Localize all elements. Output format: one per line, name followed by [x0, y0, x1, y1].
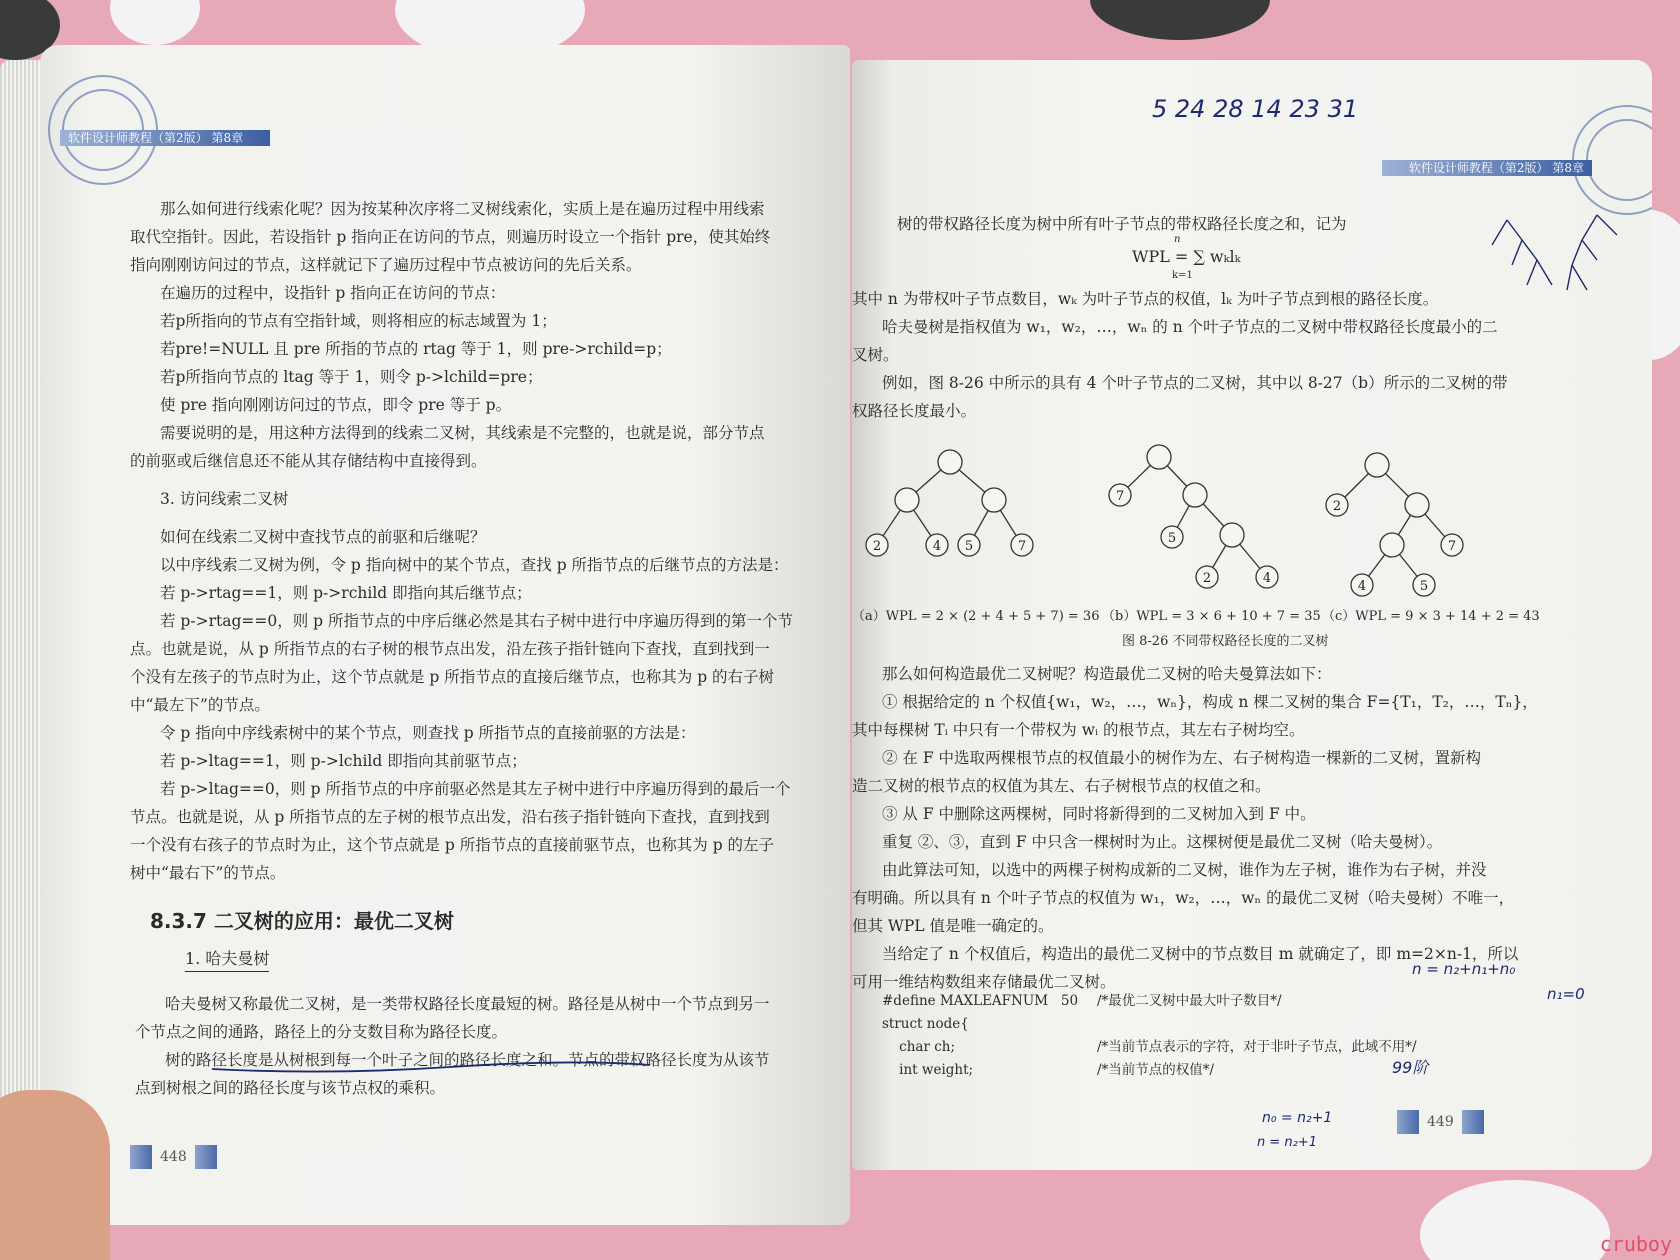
paragraph-line: 树的带权路径长度为树中所有叶子节点的带权路径长度之和，记为: [897, 215, 1347, 233]
paragraph-line: 令 p 指向中序线索树中的某个节点，则查找 p 所指节点的直接前驱的方法是：: [160, 724, 696, 742]
formula-lower: k=1: [1172, 270, 1193, 281]
handwritten-underline: [210, 1045, 660, 1085]
paragraph-line: ② 在 F 中选取两棵根节点的权值最小的树作为左、右子树构造一棵新的二叉树，置新构: [882, 749, 1482, 767]
page-number: 449: [1427, 1114, 1454, 1130]
code-line: [882, 1013, 1417, 1036]
page-number-decoration: [195, 1145, 217, 1169]
page-number-decoration: [1462, 1110, 1484, 1134]
leaf-label: 7: [1447, 539, 1457, 554]
paragraph-line: 那么如何进行线索化呢？因为按某种次序将二叉树线索化，实质上是在遍历过程中用线索: [160, 200, 765, 218]
paragraph-line: 叉树。: [852, 346, 899, 364]
caption-b: （b）WPL = 3 × 6 + 10 + 7 = 35: [1102, 609, 1321, 624]
leaf-label: 4: [1262, 571, 1272, 586]
chapter-label: 第8章: [1552, 161, 1584, 175]
left-body-text: [130, 195, 793, 887]
paragraph-line: 若 p->rtag==0，则 p 所指节点的中序后继必然是其右子树中进行中序遍历得到的第一个节: [160, 612, 793, 630]
leaf-label: 5: [1167, 531, 1177, 546]
leaf-label: 4: [1357, 579, 1367, 594]
paragraph-line: 中“最左下”的节点。: [130, 696, 270, 714]
background-dot: [1420, 1180, 1610, 1260]
page-number: 448: [160, 1149, 187, 1165]
chapter-label: 第8章: [211, 131, 244, 145]
leaf-label: 2: [872, 539, 882, 554]
right-body-text-c: [852, 660, 1538, 996]
book-title: 软件设计师教程（第2版）: [1408, 161, 1549, 175]
paragraph-line: 取代空指针。因此，若设指针 p 指向正在访问的节点，则遍历时设立一个指针 pre，使其始终: [130, 228, 771, 246]
paragraph-line: 可用一维结构数组来存储最优二叉树。: [852, 973, 1116, 991]
paragraph-line: 个没有左孩子的节点时为止，这个节点就是 p 所指节点的直接后继节点，也称其为 p 的右子树: [130, 668, 775, 686]
handwritten-note: n = n₂+n₁+n₀: [1412, 960, 1516, 978]
leaf-label: 7: [1017, 539, 1027, 554]
handwritten-note: n₀ = n₂+1: [1262, 1110, 1333, 1126]
code-comment: /*当前节点表示的字符，对于非叶子节点，此域不用*/: [1097, 1039, 1417, 1055]
paragraph-line: 树中“最右下”的节点。: [130, 864, 286, 882]
paragraph-line: 哈夫曼树是指权值为 w₁，w₂，…，wₙ 的 n 个叶子节点的二叉树中带权路径长度最小的二: [882, 318, 1498, 336]
wpl-formula: [1132, 234, 1241, 281]
code-text: int weight;: [882, 1062, 974, 1078]
paragraph-line: 若p所指向的节点有空指针域，则将相应的标志域置为 1；: [160, 312, 557, 330]
figure-8-26-trees: [862, 440, 1522, 620]
paragraph-line: 例如，图 8-26 中所示的具有 4 个叶子节点的二叉树，其中以 8-27（b）所示的二叉树的带: [882, 374, 1508, 392]
left-page: [40, 45, 850, 1225]
paragraph-line: 但其 WPL 值是唯一确定的。: [852, 917, 1054, 935]
paragraph-line: 树的路径长度是从树根到每一个叶子之间的路径长度之和。节点的带权路径长度为从该节: [165, 1051, 770, 1069]
paragraph-line: 点到树根之间的路径长度与该节点权的乘积。: [135, 1079, 446, 1097]
paragraph-line: 若pre!=NULL 且 pre 所指的节点的 rtag 等于 1，则 pre->rchild=p；: [160, 340, 672, 358]
code-text: char ch;: [882, 1039, 956, 1055]
paragraph-line: 使 pre 指向刚刚访问过的节点，即令 pre 等于 p。: [160, 396, 512, 414]
leaf-label: 4: [932, 539, 942, 554]
caption-a: （a）WPL = 2 × (2 + 4 + 5 + 7) = 36: [852, 609, 1100, 624]
code-comment: /*当前节点的权值*/: [1097, 1062, 1215, 1078]
code-line: [882, 1059, 1417, 1082]
watermark: cruboy: [1599, 1232, 1672, 1256]
caption-c: （c）WPL = 9 × 3 + 14 + 2 = 43: [1322, 609, 1540, 624]
handwritten-numbers: 5 24 28 14 23 31: [1152, 95, 1359, 123]
paragraph-line: ① 根据给定的 n 个权值{w₁，w₂，…，wₙ}，构成 n 棵二叉树的集合 F={T₁，T₂，…，Tₙ}，: [882, 693, 1538, 711]
formula-upper: n: [1174, 234, 1181, 245]
background-dot: [110, 0, 200, 45]
figure-title: 图 8-26 不同带权路径长度的二叉树: [1122, 634, 1329, 649]
paragraph-line: 当给定了 n 个权值后，构造出的最优二叉树中的节点数目 m 就确定了，即 m=2×n-1，所以: [882, 945, 1519, 963]
paragraph-line: 以中序线索二叉树为例，令 p 指向树中的某个节点，查找 p 所指节点的后继节点的方法是：: [160, 556, 789, 574]
paragraph-line: 哈夫曼树又称最优二叉树，是一类带权路径长度最短的树。路径是从树中一个节点到另一: [165, 995, 770, 1013]
paragraph-line: 重复 ②、③，直到 F 中只含一棵树时为止。这棵树便是最优二叉树（哈夫曼树）。: [882, 833, 1443, 851]
book-title: 软件设计师教程（第2版）: [68, 131, 208, 145]
code-line: [882, 990, 1417, 1013]
paragraph-line: 其中每棵树 Tᵢ 中只有一个带权为 wᵢ 的根节点，其左右子树均空。: [852, 721, 1305, 739]
paragraph-line: 节点。也就是说，从 p 所指节点的左子树的根节点出发，沿右孩子指针链向下查找，直到找到: [130, 808, 770, 826]
handwritten-note: n = n₂+1: [1257, 1135, 1318, 1150]
paragraph-line: 点。也就是说，从 p 所指节点的右子树的根节点出发，沿左孩子指针链向下查找，直到找到一: [130, 640, 770, 658]
section-heading: 8.3.7 二叉树的应用：最优二叉树: [150, 909, 454, 933]
background-dot: [1090, 0, 1270, 40]
right-body-text-b: [852, 285, 1508, 425]
page-number-decoration: [1397, 1110, 1419, 1134]
paragraph-line: 的前驱或后继信息还不能从其存储结构中直接得到。: [130, 452, 487, 470]
paragraph-line: 若 p->ltag==1，则 p->lchild 即指向其前驱节点；: [160, 752, 527, 770]
paragraph-line: 那么如何构造最优二叉树呢？构造最优二叉树的哈夫曼算法如下：: [882, 665, 1332, 683]
thumb: [0, 1090, 110, 1260]
paragraph-line: 在遍历的过程中，设指针 p 指向正在访问的节点：: [160, 284, 506, 302]
paragraph-line: 一个没有右孩子的节点时为止，这个节点就是 p 所指节点的直接前驱节点，也称其为 p 的左子: [130, 836, 775, 854]
paragraph-line: 若 p->ltag==0，则 p 所指节点的中序前驱必然是其左子树中进行中序遍历得到的最后一个: [160, 780, 791, 798]
right-running-header: [1382, 160, 1592, 176]
right-page: [852, 60, 1652, 1170]
paragraph-line: 若p所指向节点的 ltag 等于 1，则令 p->lchild=pre；: [160, 368, 543, 386]
subsection-heading: 3. 访问线索二叉树: [160, 490, 289, 508]
paragraph-line: 有明确。所以具有 n 个叶子节点的权值为 w₁，w₂，…，wₙ 的最优二叉树（哈夫曼树）不唯一，: [852, 889, 1515, 907]
code-comment: /*最优二叉树中最大叶子数目*/: [1097, 993, 1282, 1009]
code-text: struct node{: [882, 1016, 969, 1032]
leaf-label: 5: [964, 539, 974, 554]
leaf-label: 2: [1332, 499, 1342, 514]
right-body-text-a: [867, 210, 1347, 238]
subsection-title: 1. 哈夫曼树: [185, 947, 269, 972]
leaf-label: 7: [1115, 489, 1125, 504]
paragraph-line: 如何在线索二叉树中查找节点的前驱和后继呢？: [160, 528, 486, 546]
leaf-label: 5: [1419, 579, 1429, 594]
page-number-decoration: [130, 1145, 152, 1169]
left-running-header: [60, 130, 270, 146]
handwritten-note: 99阶: [1392, 1058, 1429, 1077]
formula-text: WPL = ∑ wₖlₖ: [1132, 247, 1241, 266]
paragraph-line: 个节点之间的通路，路径上的分支数目称为路径长度。: [135, 1023, 508, 1041]
code-block: [882, 990, 1417, 1082]
leaf-label: 2: [1202, 571, 1212, 586]
paragraph-line: 其中 n 为带权叶子节点数目，wₖ 为叶子节点的权值，lₖ 为叶子节点到根的路径长度。: [852, 290, 1439, 308]
paragraph-line: 造二叉树的根节点的权值为其左、右子树根节点的权值之和。: [852, 777, 1271, 795]
paragraph-line: 权路径长度最小。: [852, 402, 977, 420]
paragraph-line: 需要说明的是，用这种方法得到的线索二叉树，其线索是不完整的，也就是说，部分节点: [160, 424, 765, 442]
subsection-heading: [185, 945, 269, 973]
paragraph-line: 指向刚刚访问过的节点，这样就记下了遍历过程中节点被访问的先后关系。: [130, 256, 642, 274]
handwritten-note: n₁=0: [1547, 985, 1585, 1003]
paragraph-line: 由此算法可知，以选中的两棵子树构成新的二叉树，谁作为左子树，谁作为右子树，并没: [882, 861, 1487, 879]
code-line: [882, 1036, 1417, 1059]
paragraph-line: 若 p->rtag==1，则 p->rchild 即指向其后继节点；: [160, 584, 532, 602]
code-text: #define MAXLEAFNUM 50: [882, 993, 1079, 1009]
paragraph-line: ③ 从 F 中删除这两棵树，同时将新得到的二叉树加入到 F 中。: [882, 805, 1316, 823]
